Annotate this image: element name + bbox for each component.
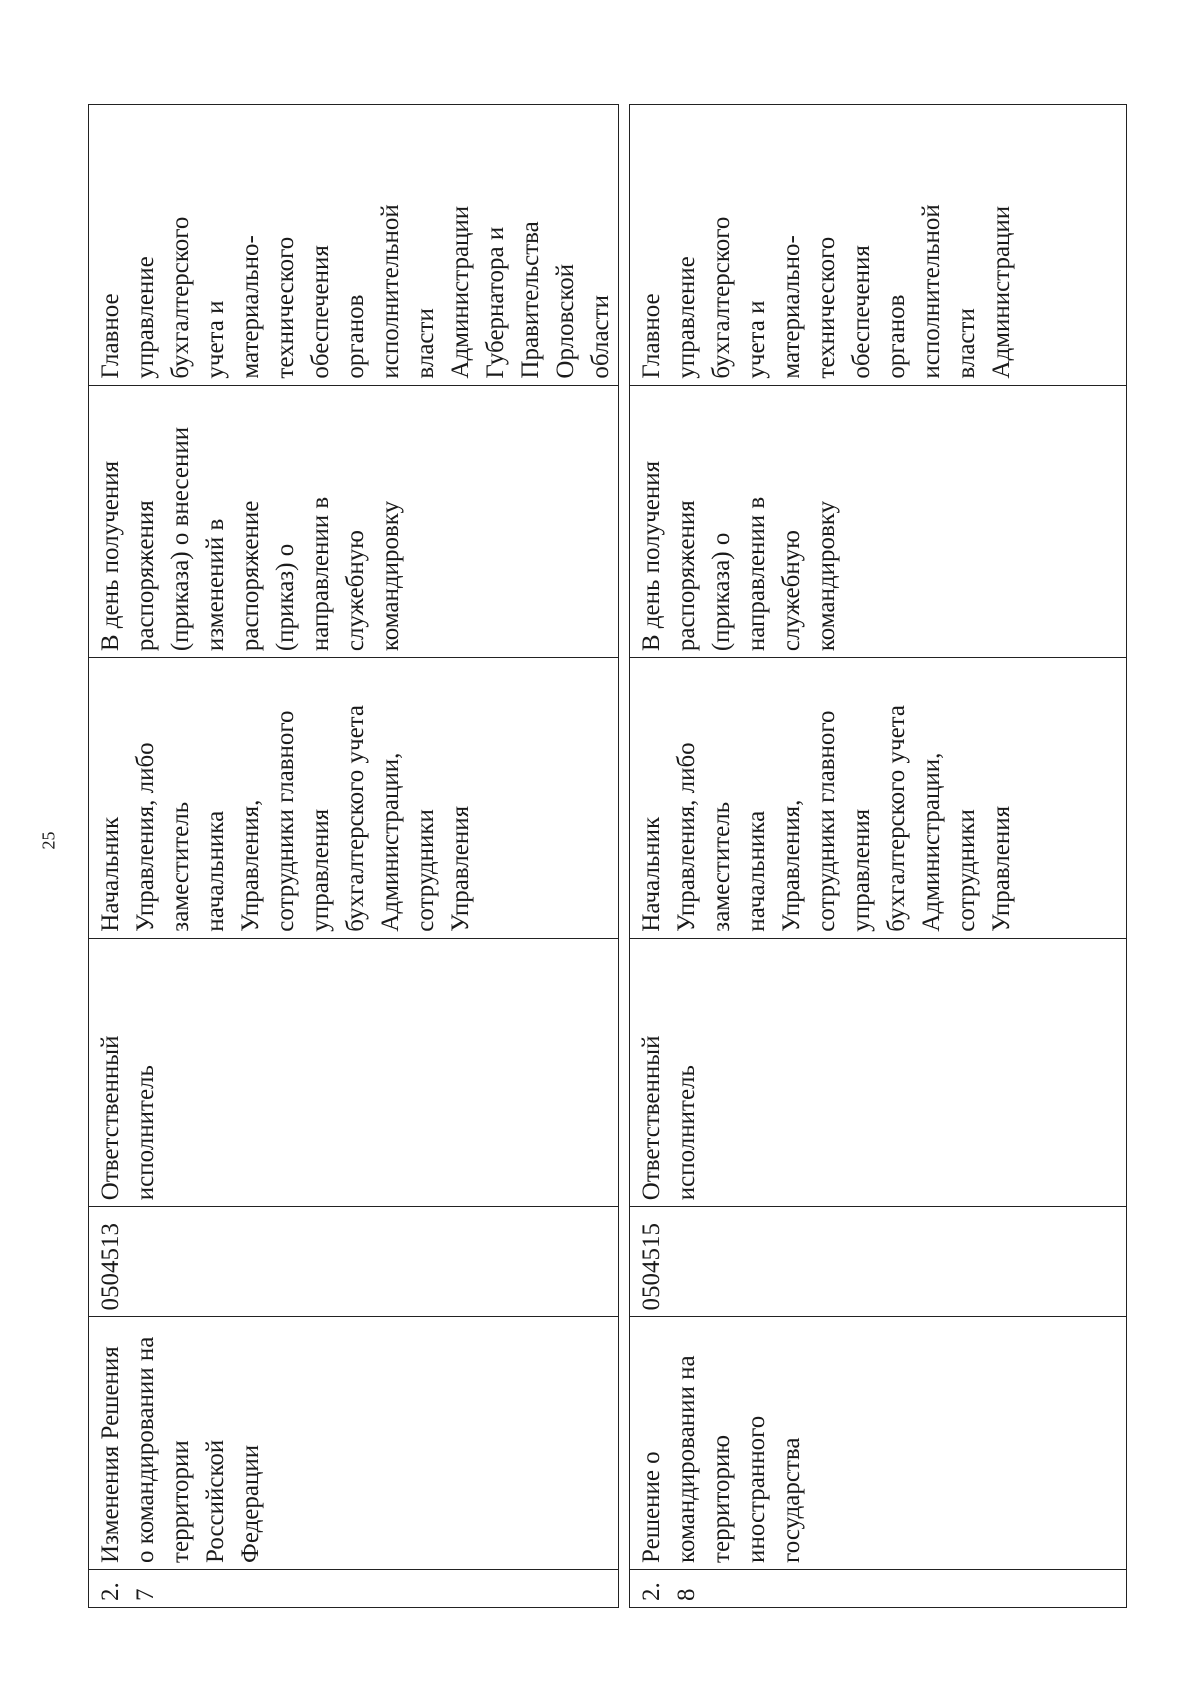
form-code: 0504513 [97,1222,124,1311]
persons-cell [630,658,1127,939]
department-cell [630,105,1127,386]
department: Главное управление бухгалтерского учета и материально- технического обеспечения органов исполнительной власти Администрации Губернатора и Правительства Орловской области [97,204,614,379]
row-number: 2.7 [97,1582,159,1601]
role: Ответственный исполнитель [97,1035,159,1201]
table-row [630,105,1127,1608]
document-name: Изменения Решения о командировании на территории Российской Федерации [97,1336,264,1563]
form-code: 0504515 [638,1222,665,1311]
deadline: В день получения распоряжения (приказа) о направлении в служебную командировку [638,460,840,652]
persons: Начальник Управления, либо заместитель начальника Управления, сотрудники главного управления бухгалтерского учета Администрации, сотрудники Управления [638,705,1015,932]
persons: Начальник Управления, либо заместитель начальника Управления, сотрудники главного управления бухгалтерского учета Администрации, сотрудники Управления [97,705,474,932]
document-table [88,104,1127,1608]
document-name-cell [89,1317,619,1570]
row-number-cell [89,1569,619,1607]
deadline-cell [630,385,1127,658]
form-code-cell [89,1207,619,1317]
document-name: Решение о командировании на территорию иностранного государства [638,1355,805,1563]
role: Ответственный исполнитель [638,1035,700,1201]
row-number: 2.8 [638,1582,700,1601]
deadline: В день получения распоряжения (приказа) о внесении изменений в распоряжение (приказ) о направлении в служебную командировку [97,426,404,652]
rotated-table-wrapper [88,104,1092,1608]
row-number-cell [630,1569,1127,1607]
department: Главное управление бухгалтерского учета и материально- технического обеспечения органов исполнительной власти Администрации [638,204,1015,379]
deadline-cell [89,385,619,658]
document-name-cell [630,1317,1127,1570]
page-number: 25 [38,831,59,850]
persons-cell [89,658,619,939]
department-cell [89,105,619,386]
role-cell [89,938,619,1207]
form-code-cell [630,1207,1127,1317]
role-cell [630,938,1127,1207]
table-row [89,105,619,1608]
row-gap [619,105,630,1608]
